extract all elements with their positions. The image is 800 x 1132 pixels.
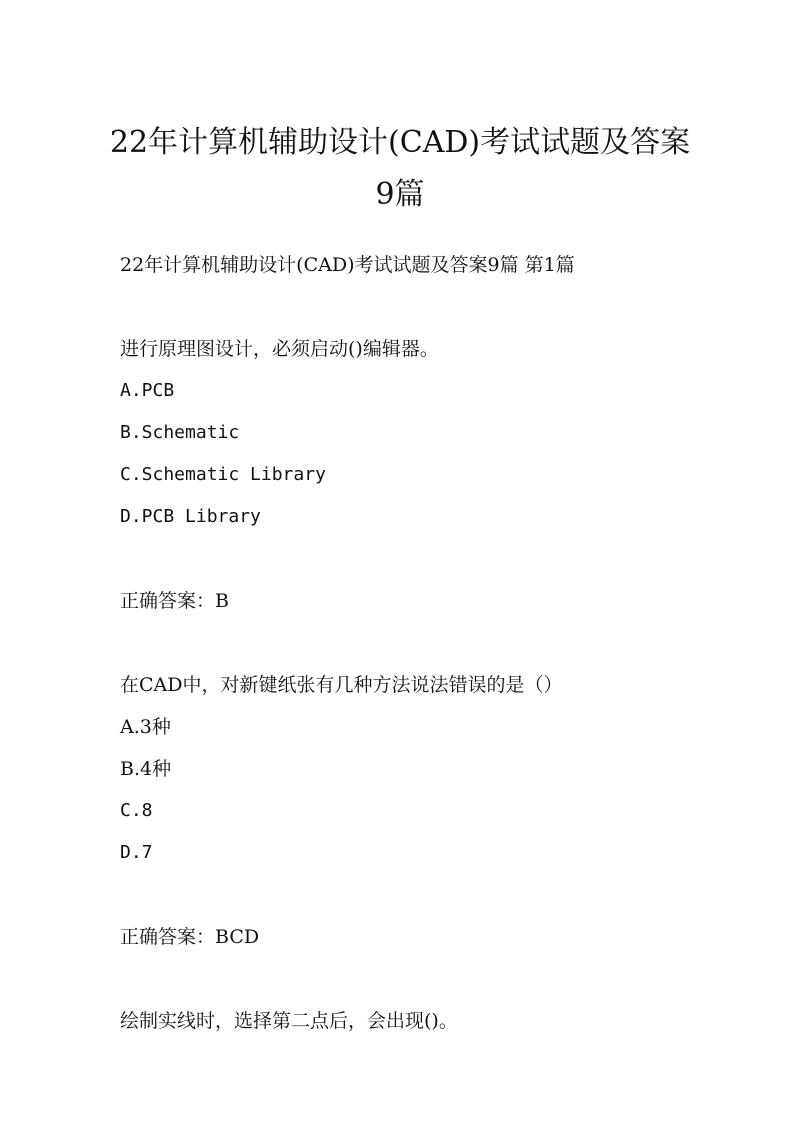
question-2-option-c: C.8: [120, 800, 153, 821]
question-1-option-c: C.Schematic Library: [120, 464, 326, 485]
document-title-line1: 22年计算机辅助设计(CAD)考试试题及答案: [109, 125, 691, 160]
question-1-option-a: A.PCB: [120, 380, 175, 401]
question-1-stem: 进行原理图设计，必须启动()编辑器。: [120, 338, 439, 360]
question-1-option-d: D.PCB Library: [120, 506, 261, 527]
document-subtitle: 22年计算机辅助设计(CAD)考试试题及答案9篇 第1篇: [120, 254, 575, 276]
question-2-stem: 在CAD中，对新键纸张有几种方法说法错误的是（）: [120, 674, 563, 696]
question-1-option-b: B.Schematic: [120, 422, 240, 443]
question-3-stem: 绘制实线时，选择第二点后，会出现()。: [120, 1010, 458, 1032]
question-2-answer: 正确答案：BCD: [120, 926, 260, 948]
question-2-option-b: B.4种: [120, 758, 172, 780]
document-title-line2: 9篇: [375, 177, 425, 212]
question-1-answer: 正确答案：B: [120, 590, 229, 612]
question-2-option-d: D.7: [120, 842, 153, 863]
question-2-option-a: A.3种: [120, 716, 171, 738]
